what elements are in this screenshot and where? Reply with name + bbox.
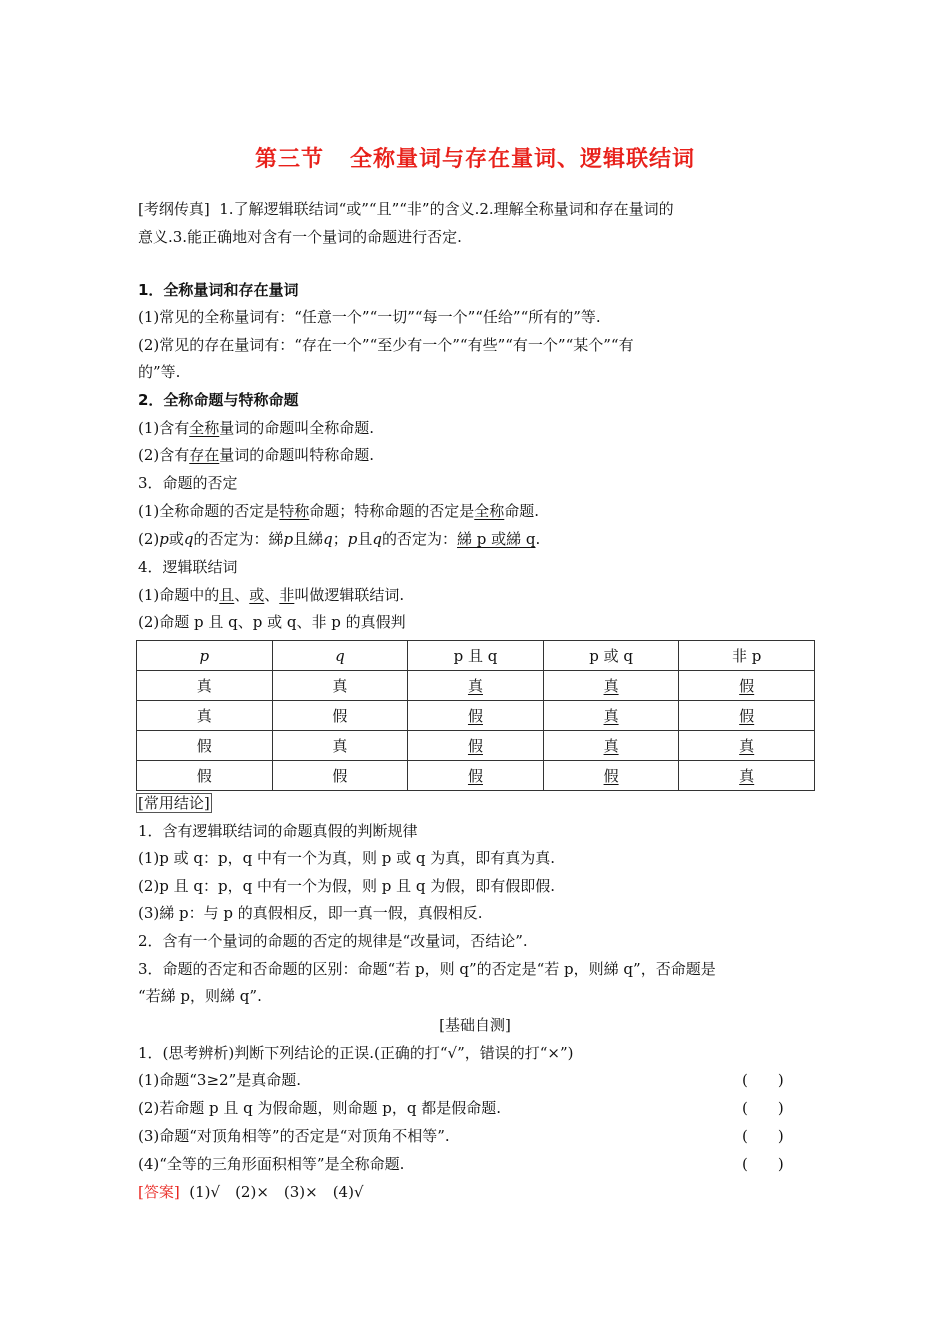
s1-heading: 1．全称量词和存在量词 (138, 281, 299, 299)
s2-p1: (1)含有全称量词的命题叫全称命题. (138, 419, 375, 437)
selftest-item-3: (3)命题“对顶角相等”的否定是“对顶角不相等”. (138, 1127, 450, 1145)
blank-answer: 特称 (279, 502, 310, 520)
table-cell-answer: 真 (603, 737, 619, 755)
section-topic: 全称量词与存在量词、逻辑联结词 (350, 147, 696, 172)
s4-p1: (1)命题中的且、或、非叫做逻辑联结词. (138, 586, 405, 604)
table-cell: 假 (137, 731, 273, 761)
outline-line-2: 意义.3.能正确地对含有一个量词的命题进行否定. (138, 228, 462, 246)
conclusion-1b: (2)p 且 q：p，q 中有一个为假，则 p 且 q 为假，即有假即假. (138, 877, 556, 895)
outline-line-1: [考纲传真] 1.了解逻辑联结词“或”“且”“非”的含义.2.理解全称量词和存在量词的 (138, 200, 674, 218)
answer-parentheses: ( ) (742, 1155, 784, 1173)
blank-answer: 綈 p 或綈 q (457, 530, 536, 548)
blank-answer: 存在 (189, 446, 220, 464)
conclusion-1c: (3)綈 p：与 p 的真假相反，即一真一假，真假相反. (138, 904, 483, 922)
answer-parentheses: ( ) (742, 1099, 784, 1117)
conclusion-3a: 3．命题的否定和否命题的区别：命题“若 p，则 q”的否定是“若 p，则綈 q”，否命题是 (138, 960, 716, 978)
conclusion-2: 2．含有一个量词的命题的否定的规律是“改量词，否结论”. (138, 932, 528, 950)
section-number: 第三节 (254, 147, 324, 172)
outline-label: [考纲传真] (138, 200, 210, 218)
answer-parentheses: ( ) (742, 1071, 784, 1089)
table-cell-answer: 真 (603, 677, 619, 695)
s3-heading: 3．命题的否定 (138, 474, 238, 492)
s4-heading: 4．逻辑联结词 (138, 558, 238, 576)
s4-p2: (2)命题 p 且 q、p 或 q、非 p 的真假判 (138, 613, 406, 631)
table-row (137, 701, 815, 731)
selftest-heading: [基础自测] (439, 1016, 511, 1034)
conclusion-3b: “若綈 p，则綈 q”. (138, 987, 262, 1005)
table-cell-answer: 假 (603, 767, 619, 785)
table-cell-answer: 假 (739, 707, 755, 725)
table-cell-answer: 假 (467, 737, 483, 755)
answer-text: (1)√ (2)× (3)× (4)√ (189, 1183, 364, 1201)
s1-p2b: 的”等. (138, 363, 181, 381)
table-cell: 真 (137, 671, 273, 701)
blank-answer: 全称 (474, 502, 505, 520)
conclusions-label: [常用结论] (138, 794, 210, 812)
table-row (137, 731, 815, 761)
answer-label: [答案] (138, 1183, 180, 1201)
table-cell-answer: 真 (603, 707, 619, 725)
table-header-row (137, 641, 815, 671)
table-cell-answer: 真 (467, 677, 483, 695)
selftest-question: 1．(思考辨析)判断下列结论的正误.(正确的打“√”，错误的打“×”) (138, 1044, 574, 1062)
conclusion-1: 1．含有逻辑联结词的命题真假的判断规律 (138, 822, 418, 840)
table-cell: 真 (272, 671, 408, 701)
table-cell-answer: 假 (467, 707, 483, 725)
truth-table (136, 640, 815, 791)
table-cell: 假 (272, 761, 408, 791)
blank-answer: 且 (219, 586, 235, 604)
table-cell-answer: 假 (739, 677, 755, 695)
s1-p2a: (2)常见的存在量词有：“存在一个”“至少有一个”“有些”“有一个”“某个”“有 (138, 336, 634, 354)
table-header-cell: p 且 q (408, 641, 544, 671)
table-header-cell: q (272, 641, 408, 671)
conclusion-1a: (1)p 或 q：p，q 中有一个为真，则 p 或 q 为真，即有真为真. (138, 849, 556, 867)
s3-p1: (1)全称命题的否定是特称命题；特称命题的否定是全称命题. (138, 502, 540, 520)
answer-line (138, 1182, 364, 1202)
page-title (0, 142, 950, 173)
selftest-item-4: (4)“全等的三角形面积相等”是全称命题. (138, 1155, 405, 1173)
selftest-item-1: (1)命题“3≥2”是真命题. (138, 1071, 302, 1089)
s1-p1: (1)常见的全称量词有：“任意一个”“一切”“每一个”“任给”“所有的”等. (138, 308, 601, 326)
s2-heading: 2．全称命题与特称命题 (138, 391, 299, 409)
blank-answer: 全称 (189, 419, 220, 437)
selftest-item-2: (2)若命题 p 且 q 为假命题，则命题 p，q 都是假命题. (138, 1099, 502, 1117)
s2-p2: (2)含有存在量词的命题叫特称命题. (138, 446, 375, 464)
table-header-cell: 非 p (679, 641, 815, 671)
table-cell-answer: 假 (467, 767, 483, 785)
table-header-cell: p (137, 641, 273, 671)
table-cell-answer: 真 (739, 767, 755, 785)
table-header-cell: p 或 q (543, 641, 679, 671)
table-cell-answer: 真 (739, 737, 755, 755)
table-cell: 假 (272, 701, 408, 731)
blank-answer: 或 (249, 586, 265, 604)
table-cell: 假 (137, 761, 273, 791)
blank-answer: 非 (279, 586, 295, 604)
table-row (137, 761, 815, 791)
table-cell: 真 (137, 701, 273, 731)
table-row (137, 671, 815, 701)
s3-p2: (2)p或q的否定为：綈p且綈q；p且q的否定为：綈 p 或綈 q. (138, 530, 541, 548)
table-cell: 真 (272, 731, 408, 761)
answer-parentheses: ( ) (742, 1127, 784, 1145)
